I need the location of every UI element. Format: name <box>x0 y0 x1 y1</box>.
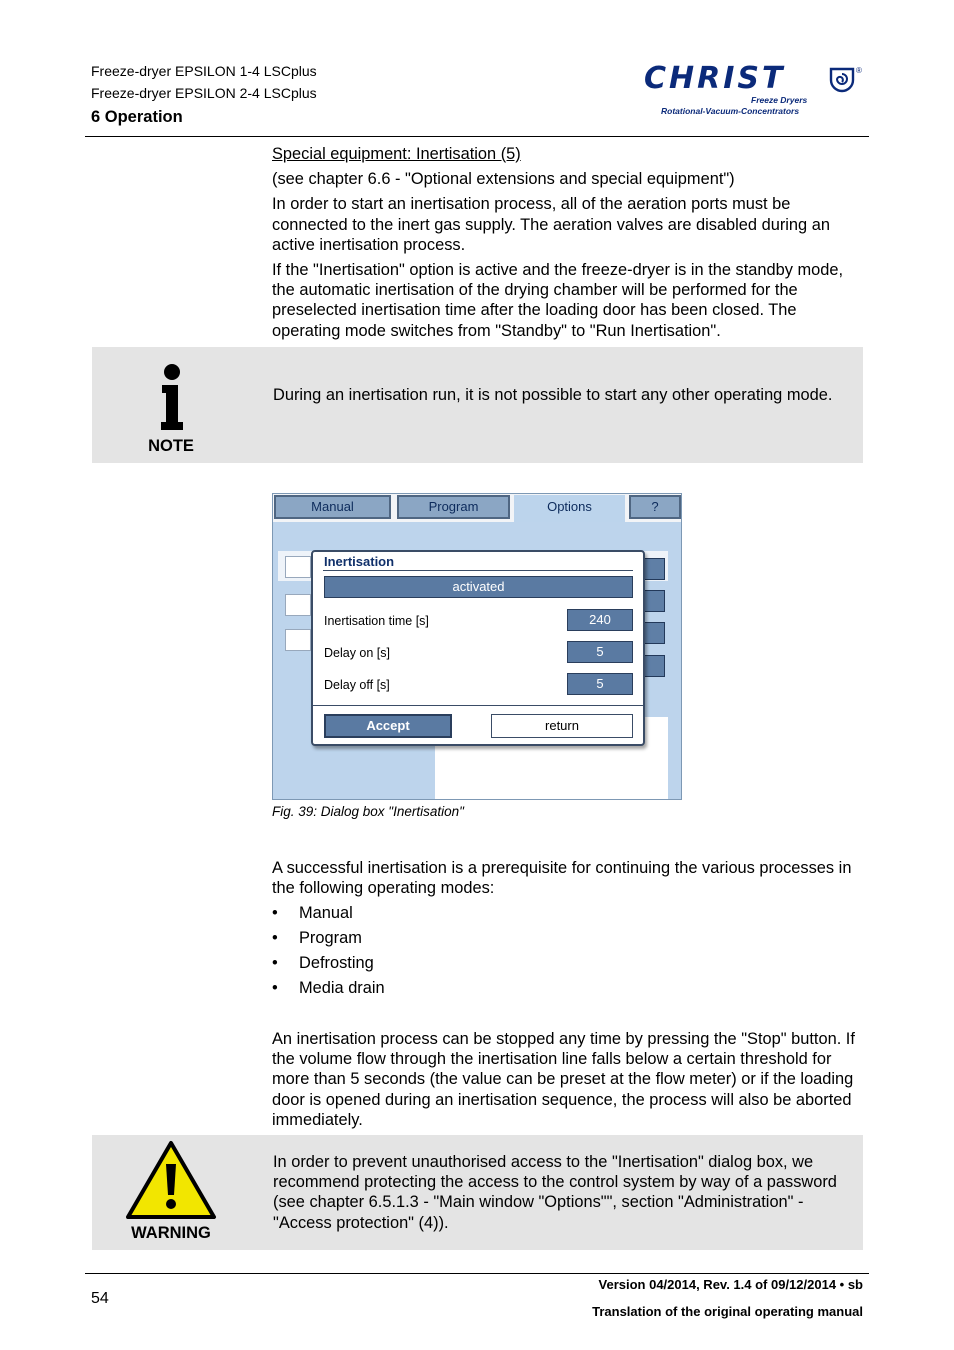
inertisation-time-label: Inertisation time [s] <box>324 614 429 628</box>
options-side-button-3[interactable] <box>643 622 665 644</box>
section-para-3: If the "Inertisation" option is active and the freeze-dryer is in the standby mode, the automatic inertisation of the drying chamber will be performed for the preselected inertisation time after the loading door has been closed. The operating mode switches from "Standby" to "Run Inertisation". <box>272 261 844 340</box>
logo-sub1: Freeze Dryers <box>751 95 808 105</box>
warning-triangle-icon <box>125 1140 217 1220</box>
list-item: • Media drain <box>272 977 385 1002</box>
tab-help[interactable]: ? <box>629 495 681 519</box>
header-chapter: 6 Operation <box>91 108 183 126</box>
tab-bar <box>273 494 682 522</box>
inertisation-status-toggle[interactable]: activated <box>324 576 633 598</box>
delay-on-input[interactable]: 5 <box>567 641 633 663</box>
return-button[interactable]: return <box>491 714 633 738</box>
tab-manual[interactable]: Manual <box>274 495 391 519</box>
inertisation-dialog <box>311 550 645 746</box>
delay-on-label: Delay on [s] <box>324 646 391 660</box>
footer-version: Version 04/2014, Rev. 1.4 of 09/12/2014 • sb <box>598 1277 863 1292</box>
note-label: NOTE <box>148 437 194 455</box>
prereq-intro: A successful inertisation is a prerequisite for continuing the various processes in the following operating modes: <box>272 859 852 898</box>
delay-off-label: Delay off [s] <box>324 678 390 692</box>
logo-sub2: Rotational-Vacuum-Concentrators <box>661 106 800 116</box>
warning-box <box>92 1135 863 1250</box>
delay-off-input[interactable]: 5 <box>567 673 633 695</box>
footer-translation: Translation of the original operating manual <box>592 1304 863 1319</box>
section-para-2: In order to start an inertisation process, all of the aeration ports must be connected to the inert gas supply. The aeration valves are disabled during an active inertisation process. <box>272 195 830 254</box>
list-item: • Program <box>272 927 385 952</box>
figure-caption: Fig. 39: Dialog box "Inertisation" <box>272 804 464 819</box>
section-para-1: (see chapter 6.6 - "Optional extensions and special equipment") <box>272 170 735 189</box>
header-product-line-2: Freeze-dryer EPSILON 2-4 LSCplus <box>91 85 317 101</box>
options-field-2[interactable] <box>285 594 311 616</box>
options-side-button-2[interactable] <box>643 590 665 612</box>
header-rule <box>85 136 869 137</box>
info-icon <box>159 363 185 431</box>
footer-rule <box>85 1273 869 1274</box>
christ-logo <box>644 61 866 118</box>
warning-text: In order to prevent unauthorised access to the "Inertisation" dialog box, we recommend protecting the access to the control system by way of a password (see chapter 6.5.1.3 - "Main window "Options"", section "Administration" - "Access protection" (4)). <box>273 1153 837 1232</box>
note-text: During an inertisation run, it is not possible to start any other operating mode. <box>273 386 833 404</box>
tab-options[interactable]: Options <box>514 495 625 523</box>
stop-paragraph: An inertisation process can be stopped any time by pressing the "Stop" button. If the volume flow through the inertisation line falls below a certain threshold for more than 5 seconds (the value can be preset at the flow meter) or if the loading door is opened during an inertisation sequence, the process will also be aborted immediately. <box>272 1030 855 1129</box>
logo-registered: ® <box>856 66 862 75</box>
options-side-button-4[interactable] <box>643 655 665 677</box>
dialog-title: Inertisation <box>324 554 395 569</box>
christ-logo-swirl-icon <box>828 66 856 94</box>
list-item: • Manual <box>272 902 385 927</box>
options-side-button-1[interactable] <box>643 558 665 580</box>
accept-button[interactable]: Accept <box>324 714 452 738</box>
section-block <box>272 144 867 341</box>
header-product-line-1: Freeze-dryer EPSILON 1-4 LSCplus <box>91 63 317 79</box>
list-item: • Defrosting <box>272 952 385 977</box>
logo-brand: CHRIST <box>644 61 786 96</box>
warning-label: WARNING <box>131 1224 211 1242</box>
prereq-list <box>272 902 385 1002</box>
options-field-1[interactable] <box>285 556 311 578</box>
note-box <box>92 347 863 463</box>
options-field-3[interactable] <box>285 629 311 651</box>
inertisation-screenshot <box>272 493 682 800</box>
dialog-title-divider <box>323 570 633 571</box>
inertisation-time-input[interactable]: 240 <box>567 609 633 631</box>
section-heading: Special equipment: Inertisation (5) <box>272 145 521 163</box>
tab-program[interactable]: Program <box>397 495 510 519</box>
page-number: 54 <box>91 1290 109 1307</box>
dialog-divider <box>313 705 643 706</box>
